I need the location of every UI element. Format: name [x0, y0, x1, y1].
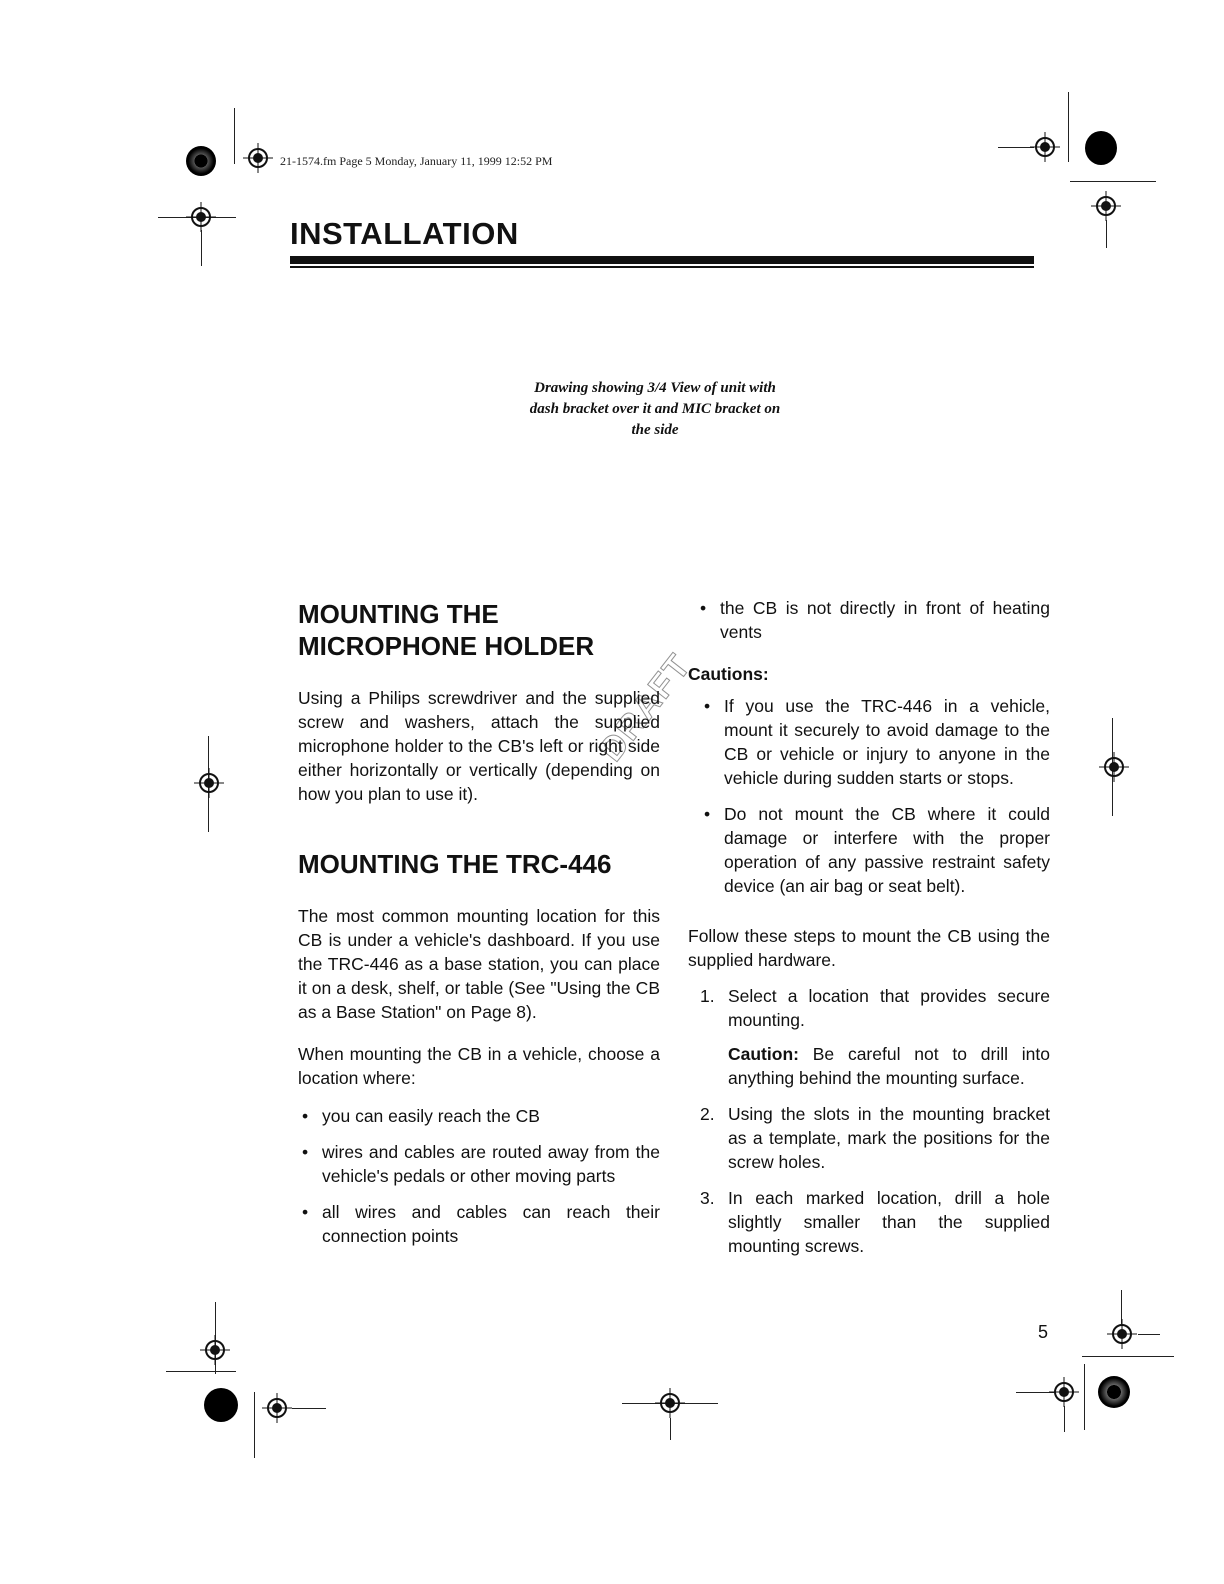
registration-mark-icon — [1030, 132, 1060, 162]
registration-mark-icon — [655, 1388, 685, 1418]
crop-line — [201, 230, 202, 266]
step-caution — [728, 1042, 1050, 1090]
heading-line: MOUNTING THE — [298, 599, 499, 629]
location-criteria-list-continued — [688, 596, 1050, 644]
print-registration-dot — [204, 1388, 238, 1422]
section-heading-microphone-holder — [298, 598, 660, 662]
list-item-text: • wires and cables are routed away from the vehicle's pedals or other moving parts — [322, 1142, 660, 1186]
step-item — [700, 1186, 1050, 1258]
print-registration-dot — [1085, 131, 1117, 165]
file-info-header: 21-1574.fm Page 5 Monday, January 11, 1999 12:52 PM — [280, 154, 553, 168]
crop-line — [998, 147, 1034, 148]
section-heading-mounting-trc446: MOUNTING THE TRC-446 — [298, 849, 612, 879]
step-text: In each marked location, drill a hole slightly smaller than the supplied mounting screws. — [728, 1188, 1050, 1256]
list-item — [322, 1140, 660, 1188]
cautions-list — [688, 694, 1050, 898]
caution-text: • Do not mount the CB where it could damage or interfere with the proper operation of any passive restraint safety device (an air bag or seat belt). — [724, 804, 1050, 896]
list-item — [322, 1200, 660, 1248]
crop-line — [1106, 220, 1107, 248]
registration-mark-icon — [1049, 1377, 1079, 1407]
registration-mark-icon — [262, 1393, 292, 1423]
print-registration-dot — [1098, 1376, 1130, 1408]
step-text: Using the slots in the mounting bracket as a template, mark the positions for the screw holes. — [728, 1104, 1050, 1172]
list-item — [720, 596, 1050, 644]
print-registration-dot — [186, 146, 216, 176]
list-item-text: • you can easily reach the CB — [322, 1106, 540, 1126]
caption-line: the side — [631, 422, 679, 438]
step-number: 2. — [700, 1104, 715, 1124]
crop-line — [1084, 1364, 1085, 1430]
step-item — [700, 1102, 1050, 1174]
body-paragraph: The most common mounting location for this CB is under a vehicle's dashboard. If you use the TRC-446 as a base station, you can place it on a desk, shelf, or table (See "Using the CB as a Base Station" on Page 8). — [298, 906, 660, 1022]
caution-label: Caution: — [728, 1044, 799, 1064]
registration-mark-icon — [1091, 191, 1121, 221]
crop-line — [1064, 1406, 1065, 1432]
registration-mark-icon — [1107, 1319, 1137, 1349]
page-title: INSTALLATION — [290, 216, 519, 251]
crop-line — [670, 1418, 671, 1440]
location-criteria-list — [298, 1104, 660, 1248]
caption-line: Drawing showing 3/4 View of unit with — [534, 380, 776, 396]
crop-line — [1068, 92, 1069, 162]
page-number: 5 — [1038, 1322, 1049, 1342]
list-item — [322, 1104, 660, 1128]
registration-mark-icon — [243, 143, 273, 173]
list-item-text: • the CB is not directly in front of heating vents — [720, 598, 1050, 642]
caption-line: dash bracket over it and MIC bracket on — [529, 401, 781, 417]
crop-line — [254, 1392, 255, 1458]
step-item — [700, 984, 1050, 1090]
crop-line — [1082, 1356, 1174, 1357]
body-paragraph: When mounting the CB in a vehicle, choose a location where: — [298, 1044, 660, 1088]
cautions-heading: Cautions: — [688, 664, 769, 684]
drawing-placeholder-caption — [470, 378, 840, 441]
crop-line — [1138, 1334, 1160, 1335]
steps-intro: Follow these steps to mount the CB using the supplied hardware. — [688, 926, 1050, 970]
heading-line: MICROPHONE HOLDER — [298, 631, 595, 661]
crop-line — [1070, 181, 1156, 182]
crop-line — [234, 108, 235, 164]
left-column — [298, 598, 660, 1260]
registration-mark-icon — [186, 202, 216, 232]
registration-mark-icon — [200, 1335, 230, 1365]
step-number: 1. — [700, 986, 715, 1006]
crop-line — [166, 1371, 236, 1372]
title-rule — [290, 256, 1034, 264]
caution-item — [724, 802, 1050, 898]
caution-text: Be careful not to drill into anything behind the mounting surface. — [728, 1044, 1050, 1088]
registration-mark-icon — [194, 768, 224, 798]
step-number: 3. — [700, 1188, 715, 1208]
title-rule-thin — [290, 266, 1034, 268]
mounting-steps-list — [688, 984, 1050, 1258]
registration-mark-icon — [1099, 752, 1129, 782]
caution-text: • If you use the TRC-446 in a vehicle, mount it securely to avoid damage to the CB or vehicle or injury to anyone in the vehicle during sudden starts or stops. — [724, 696, 1050, 788]
caution-item — [724, 694, 1050, 790]
list-item-text: • all wires and cables can reach their connection points — [322, 1202, 660, 1246]
step-text: Select a location that provides secure mounting. — [728, 986, 1050, 1030]
crop-line — [292, 1408, 326, 1409]
right-column — [688, 596, 1050, 1270]
draft-watermark: DRAFT — [592, 646, 700, 769]
body-paragraph: Using a Philips screwdriver and the supplied screw and washers, attach the supplied microphone holder to the CB's left or right side either horizontally or vertically (depending on how you plan to use it). — [298, 688, 660, 804]
